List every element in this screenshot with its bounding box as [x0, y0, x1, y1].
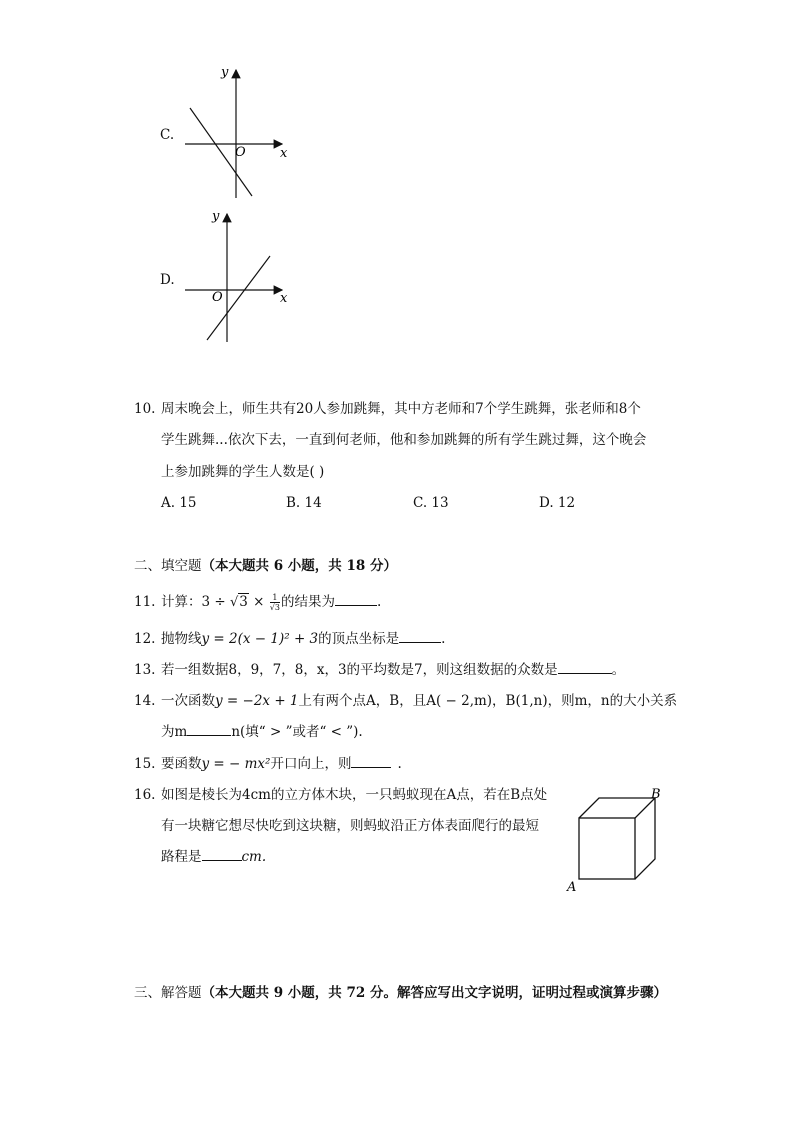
origin-label-d: O — [212, 290, 223, 305]
x-label-c: x — [280, 146, 288, 161]
cube-figure — [564, 784, 674, 894]
q10-number: 10. — [134, 401, 156, 417]
q14-line1-post: 上有两个点A，B，且A( − 2,m)，B(1,n)，则m，n的大小关系 — [298, 693, 678, 709]
q13-end: 。 — [611, 662, 626, 678]
section-2-detail: （本大题共 6 小题，共 18 分） — [201, 558, 397, 574]
q14-line1 — [161, 692, 677, 710]
section-2-prefix: 二、填空题 — [134, 558, 202, 574]
q14-line2-post: n(填“ > ”或者“ < ”). — [231, 724, 363, 740]
section-3-header — [134, 984, 667, 1002]
q10-line3: 上参加跳舞的学生人数是( ) — [161, 464, 325, 480]
q10-option-a: A. 15 — [161, 495, 197, 511]
q12-end: . — [441, 631, 446, 647]
q12-number: 12. — [134, 631, 156, 647]
q15-text — [161, 755, 402, 773]
option-d-label: D. — [160, 272, 175, 288]
section-2-header — [134, 557, 397, 575]
option-c-graph — [160, 62, 300, 202]
q13-answer-blank[interactable] — [558, 661, 612, 674]
q11-fraction: $\frac{1}{√3}$ — [269, 593, 280, 612]
option-d-graph — [160, 206, 300, 346]
q10-option-d: D. 12 — [539, 495, 576, 511]
q11-text — [161, 593, 381, 612]
q15-pre: 要函数 — [161, 756, 202, 772]
q16-line2: 有一块糖它想尽快吃到这块糖，则蚂蚁沿正方体表面爬行的最短 — [161, 818, 539, 834]
q11-answer-blank[interactable] — [335, 593, 377, 606]
section-3-detail: （本大题共 9 小题，共 72 分。解答应写出文字说明，证明过程或演算步骤） — [201, 985, 667, 1001]
option-c-label: C. — [160, 127, 175, 143]
section-3-prefix: 三、解答题 — [134, 985, 202, 1001]
q13-body: 若一组数据8，9，7，8，x，3的平均数是7，则这组数据的众数是 — [161, 662, 558, 678]
q13-text — [161, 661, 625, 679]
cube-top-face — [579, 798, 655, 818]
q12-text — [161, 630, 445, 648]
q11-pre: 计算：3 ÷ — [161, 594, 230, 610]
q15-end: . — [397, 756, 402, 772]
q15-answer-blank[interactable] — [351, 755, 391, 768]
q10-line1: 周末晚会上，师生共有20人参加跳舞，其中方老师和7个学生跳舞，张老师和8个 — [161, 401, 641, 417]
q16-line1: 如图是棱长为4cm的立方体木块，一只蚂蚁现在A点，若在B点处 — [161, 787, 548, 803]
q13-number: 13. — [134, 662, 156, 678]
q12-pre: 抛物线 — [161, 631, 202, 647]
origin-label-c: O — [235, 145, 246, 160]
cube-front-face — [579, 818, 635, 879]
q10-option-c: C. 13 — [413, 495, 449, 511]
q14-answer-blank[interactable] — [187, 723, 231, 736]
cube-side-face — [635, 798, 655, 879]
q11-number: 11. — [134, 594, 156, 610]
q15-formula: y = − mx² — [201, 756, 271, 772]
q15-post: 开口向上，则 — [270, 756, 352, 772]
cube-label-b: B — [651, 787, 661, 802]
q16-line3-post: cm. — [241, 849, 267, 865]
q11-times: × — [248, 594, 269, 610]
q15-number: 15. — [134, 756, 156, 772]
q14-formula: y = −2x + 1 — [215, 693, 299, 709]
q11-post: 的结果为 — [280, 594, 335, 610]
axes-d — [160, 206, 300, 346]
q14-line2-pre: 为m — [161, 724, 188, 740]
q12-answer-blank[interactable] — [399, 630, 441, 643]
q12-formula: y = 2(x − 1)² + 3 — [201, 631, 319, 647]
q16-line3-pre: 路程是 — [161, 849, 202, 865]
q12-post: 的顶点坐标是 — [318, 631, 400, 647]
q14-line1-pre: 一次函数 — [161, 693, 215, 709]
q14-number: 14. — [134, 693, 156, 709]
q16-line3 — [161, 848, 266, 866]
q14-line2 — [161, 723, 363, 741]
q11-sqrt: √3 — [229, 594, 248, 610]
q10-line2: 学生跳舞...依次下去，一直到何老师，他和参加跳舞的所有学生跳过舞，这个晚会 — [161, 432, 647, 448]
axes-c — [160, 62, 300, 202]
y-label-d: y — [212, 209, 220, 224]
x-label-d: x — [280, 291, 288, 306]
q11-end: . — [376, 594, 382, 610]
q10-option-b: B. 14 — [286, 495, 322, 511]
y-label-c: y — [221, 65, 229, 80]
q16-number: 16. — [134, 787, 156, 803]
cube-label-a: A — [567, 880, 577, 894]
q16-answer-blank[interactable] — [202, 848, 242, 861]
